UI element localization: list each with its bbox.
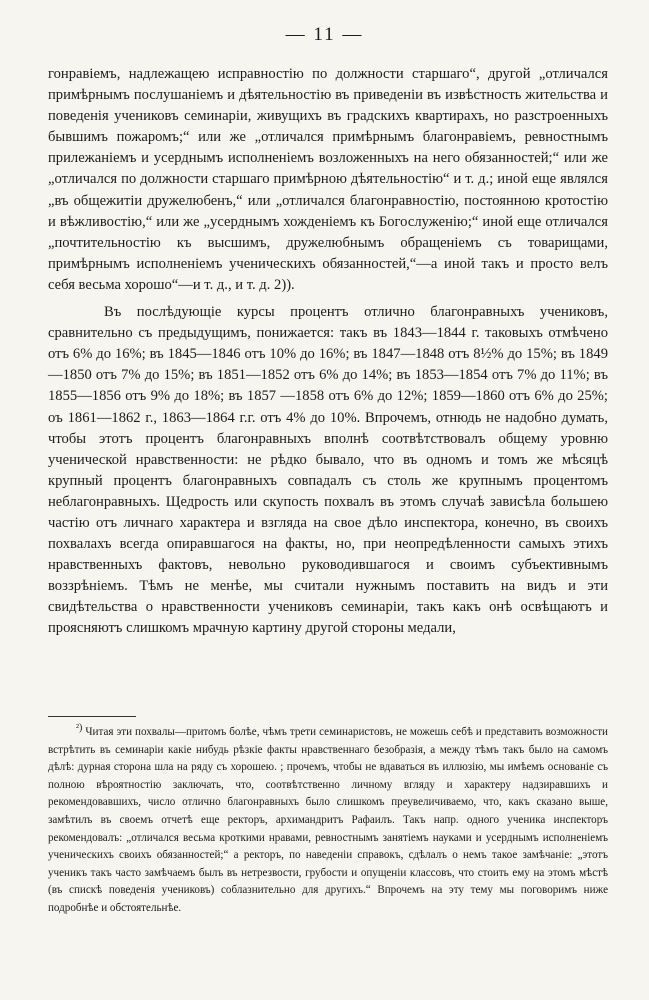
paragraph-1-text: гонравіемъ, надлежащею исправностію по должности старшаго“, другой „отличался примѣрнымъ послушаніемъ и дѣятельностію въ приведеніи въ извѣстность жительства и поведенія учениковъ семинаріи, живущихъ въ градскихъ квартирахъ, но разстроенныхъ бывшимъ пожаромъ;“ или же „отличался примѣрнымъ благонравіемъ, ревностнымъ прилежаніемъ и усерднымъ исполненіемъ возложенныхъ на него обязанностей;“ или же „отличался по должности старшаго примѣрною дѣятельностію“ и т. д.; иной еще являлся „въ общежитіи дружелюбенъ,“ или „отличался благонравностію, постоянною кротостію и вѣжливостію,“ или же „усерднымъ хожденіемъ къ Богослуженію;“ иной еще отличался „почтительностію къ высшимъ, дружелюбнымъ обращеніемъ съ товарищами, примѣрнымъ исполненіемъ ученическихъ обязанностей,“—а иной такъ и просто велъ себя весьма хорошо“—и т. д., и т. д. — [48, 66, 608, 293]
paragraph-1 — [48, 64, 608, 296]
footnote-reference: 2) — [274, 276, 287, 293]
footnote-mark: ²) — [76, 722, 83, 734]
footnote — [48, 724, 608, 918]
paragraph-1-end: ). — [286, 276, 295, 293]
footnote-divider — [48, 716, 136, 717]
paragraph-2: Въ послѣдующіе курсы процентъ отлично благонравныхъ учениковъ, сравнительно съ предыдущимъ, понижается: такъ въ 1843—1844 г. таковыхъ отмѣчено отъ 6% до 16%; въ 1845—1846 отъ 10% до 16%; въ 1847—1848 отъ 8½% до 15%; въ 1849—1850 отъ 7% до 15%; въ 1851—1852 отъ 6% до 14%; въ 1853—1854 отъ 7% до 11%; въ 1855—1856 отъ 9% до 18%; въ 1857 —1858 отъ 6% до 12%; 1859—1860 отъ 6% до 25%; оъ 1861—1862 г., 1863—1864 г.г. отъ 4% до 10%. Впрочемъ, отнюдь не надобно думать, чтобы этотъ процентъ благонравныхъ вполнѣ соотвѣтствовалъ общему уровню ученической нравственности: не рѣдко бывало, что въ одномъ и томъ же мѣсяцѣ крупный процентъ благонравныхъ совпадалъ съ столь же крупнымъ процентомъ неблагонравныхъ. Щедрость или скупость похвалъ въ этомъ случаѣ зависѣла большею частію отъ личнаго характера и взгляда на свое дѣло инспектора, конечно, въ своихъ похвалахъ всегда опиравшагося на факты, но, при неопредѣленности самыхъ этихъ нравственныхъ фактовъ, невольно руководившагося и своимъ субъективнымъ воззрѣніемъ. Тѣмъ не менѣе, мы считали нужнымъ поставить на видъ и эти свидѣтельства о нравственности учениковъ семинаріи, такъ какъ онѣ освѣщаютъ и проясняютъ слишкомъ мрачную картину другой стороны медали, — [48, 304, 608, 637]
page-number: — 11 — — [285, 24, 364, 45]
main-text — [48, 64, 608, 640]
footnote-text: Читая эти похвалы—притомъ болѣе, чѣмъ трети семинаристовъ, не можешь себѣ и представить возможности встрѣтить въ семинаріи какіе нибудь рѣзкіе факты нравственнаго безобразія, а между тѣмъ такъ было на самомъ дѣлѣ: дурная сторона шла на ряду съ хорошею. ; прочемъ, чтобы не вдаваться въ иллюзію, мы имѣемъ основаніе съ полною вѣроятностію заключать, что, соотвѣтственно личному вгляду и характеру надзиравшихъ и рекомендовавшихъ, число отлично благонравныхъ было слишкомъ преувеличиваемо, что, какъ сказано выше, замѣтилъ въ своемъ отчетѣ еще ректоръ, архимандритъ Рафаилъ. Такъ напр. одного ученика инспекторъ рекомендовалъ: „отличался весьма кроткими нравами, ревностнымъ занятіемъ науками и усерднымъ исполненіемъ ученическихъ своихъ обязанностей;“ а ректоръ, по наведеніи справокъ, сдѣлалъ о немъ такое замѣчаніе: „этотъ ученикъ такъ часто замѣчаемъ былъ въ нетрезвости, грубости и опущеніи классовъ, что стоить ему на этомъ мѣстѣ (въ спискѣ поведенія учениковъ) соблазнительно для другихъ.“ Впрочемъ на эту тему мы поговоримъ ниже подробнѣе и обстоятельнѣе. — [48, 726, 608, 914]
